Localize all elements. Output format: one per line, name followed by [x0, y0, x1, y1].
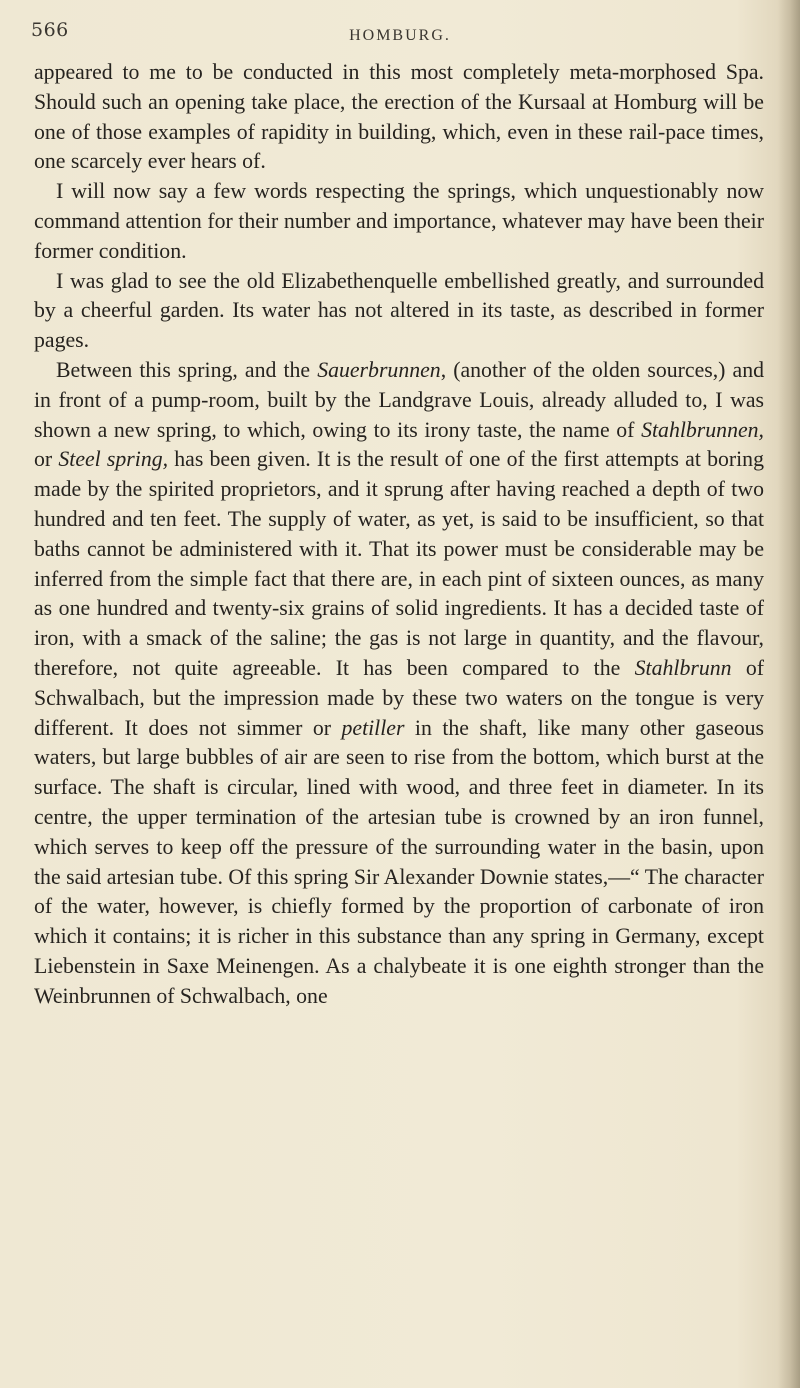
italic-term: Steel spring,: [58, 447, 169, 472]
italic-term: Stahlbrunnen,: [641, 417, 764, 442]
text-run: , (another of the olden sources,) and in front of a pump-room, built by the Landgrave Louis, already alluded to, I was shown a new spring, to which, owing to its irony taste, the name of: [34, 357, 764, 442]
running-title: HOMBURG.: [349, 27, 451, 44]
text-run: in the shaft, like many other gaseous waters, but large bubbles of air are seen to rise from the bottom, which burst at the surface. The shaft is circular, lined with wood, and three feet in diameter. In its centre, the upper termination of the artesian tube is crowned by an iron funnel, which serves to keep off the pressure of the surrounding water in the basin, upon the said artesian tube. Of this spring Sir Alexander Downie states,—“ The character of the water, however, is chiefly formed by the proportion of carbonate of iron which it contains; it is richer in this substance than any spring in Germany, except Liebenstein in Saxe Meinengen. As a chalybeate it is one eighth stronger than the Weinbrunnen of Schwalbach, one: [34, 715, 764, 1008]
text-run: or: [34, 447, 59, 472]
paragraph-springs: [34, 177, 764, 266]
text-run: of Schwalbach, but the impression made by these two waters on the tongue is very different. It does not simmer or: [34, 655, 765, 740]
paragraph-continued: [34, 58, 764, 177]
text-run: has been given. It is the result of one of the first attempts at boring made by the spirited proprietors, and it sprung after having reached a depth of two hundred and ten feet. The supply of water, as yet, is said to be insufficient, so that baths cannot be administered with it. That its power must be considerable may be inferred from the simple fact that there are, in each pint of sixteen ounces, as many as one hundred and twenty-six grains of solid ingredients. It has a decided taste of iron, with a smack of the saline; the gas is not large in quantity, and the flavour, therefore, not quite agreeable. It has been compared to the: [34, 447, 764, 680]
italic-term: Sauerbrunnen: [317, 357, 441, 382]
paragraph-elizabethenquelle: [34, 267, 764, 356]
text-run: Between this spring, and the: [56, 357, 318, 382]
page-edge-shadow: [778, 0, 800, 1388]
text-run: I was glad to see the old Elizabethenquelle embellished greatly, and surrounded by a cheerful garden. Its water has not altered in its taste, as described in former pages.: [34, 268, 764, 353]
italic-term: petiller: [341, 715, 405, 740]
text-run: I will now say a few words respecting the springs, which unquestionably now command attention for their number and importance, whatever may have been their former condition.: [34, 179, 764, 263]
paragraph-stahlbrunnen: [34, 356, 764, 1012]
page-number: 566: [31, 19, 69, 41]
text-run: appeared to me to be conducted in this most completely meta-morphosed Spa. Should such an opening take place, the erection of the Kursaal at Homburg will be one of those examples of rapidity in building, which, even in these rail-pace times, one scarcely ever hears of.: [34, 60, 764, 174]
body-text: [34, 58, 764, 1012]
italic-term: Stahlbrunn: [634, 655, 732, 680]
